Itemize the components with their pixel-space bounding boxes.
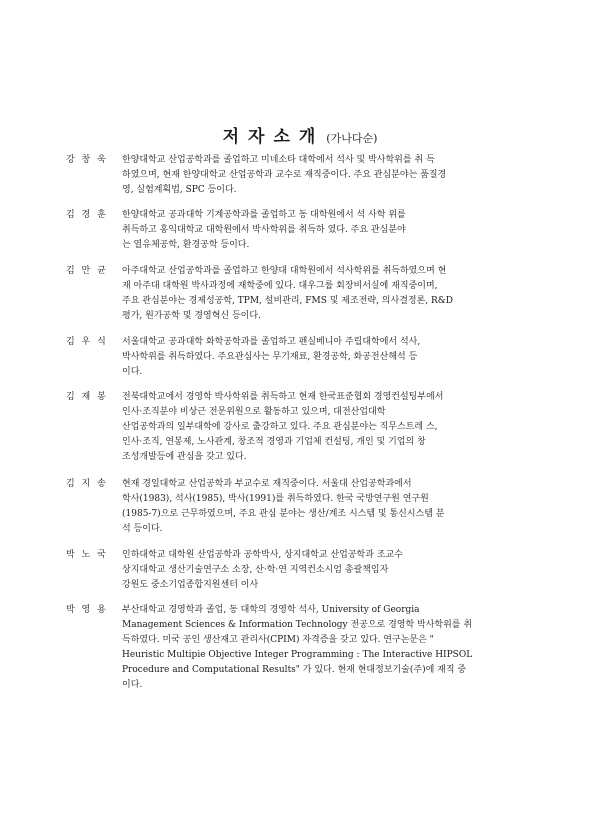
author-name: 김 지 송 [66, 479, 108, 489]
bio-line: 득하였다. 미국 공인 생산재고 관리사(CPIM) 자격증을 갖고 있다. 연구논문은 " [122, 635, 434, 645]
bio-line: 상지대학교 생산기술연구소 소장, 산·학·연 지역컨소시엄 총괄책임자 [122, 565, 389, 575]
bio-line: 아주대학교 산업공학과를 졸업하고 한양대 대학원에서 석사학위를 취득하였으며 현 [122, 266, 447, 276]
bio-line: Heuristic Multipie Objective Integer Programming : The Interactive HIPSOL [122, 650, 473, 660]
bio-line: 박사학위를 취득하였다. 주요관심사는 무기재료, 환경공학, 화공전산해석 등 [122, 352, 418, 362]
bio-line: 한양대학교 공과대학 기계공학과를 졸업하고 동 대학원에서 석 사학 위를 [122, 210, 406, 220]
bio-line: 이다. [122, 367, 143, 377]
author-bio [122, 390, 494, 465]
author-bio [122, 153, 494, 198]
author-name: 강 창 욱 [66, 155, 108, 165]
bio-line: 이다. [122, 680, 143, 690]
bio-line: 산업공학과의 일부대학에 강사로 출강하고 있다. 주요 관심분야는 직무스트레 스, [122, 422, 438, 432]
author-name: 김 경 훈 [66, 210, 108, 220]
bio-line: 는 열유체공학, 환경공학 등이다. [122, 240, 250, 250]
page-title-sub: (가나다순) [326, 132, 378, 145]
author-name: 박 노 국 [66, 550, 108, 560]
author-name: 김 우 식 [66, 337, 108, 347]
author-bio [122, 603, 494, 693]
bio-line: 재 아주대 대학원 박사과정에 재학중에 있다. 대우그룹 회장비서실에 재직중이며, [122, 281, 438, 291]
bio-line: 취득하고 홍익대학교 대학원에서 박사학위를 취득하 였다. 주요 관심분야 [122, 225, 406, 235]
bio-line: 인사·조직, 연봉제, 노사관계, 창조적 경영과 기업체 컨설팅, 개인 및 기업의 창 [122, 437, 426, 447]
bio-line: 평가, 원가공학 및 경영혁신 등이다. [122, 311, 261, 321]
author-name: 박 영 용 [66, 605, 108, 615]
author-name: 김 재 봉 [66, 392, 108, 402]
bio-line: 부산대학교 경영학과 졸업, 동 대학의 경영학 석사, University of Georgia [122, 605, 420, 615]
bio-line: 하였으며, 현재 한양대학교 산업공학과 교수로 재직중이다. 주요 관심분야는 품질경 [122, 170, 447, 180]
bio-line: 조성개발등에 관심을 갖고 있다. [122, 452, 247, 462]
bio-line: 한양대학교 산업공학과를 졸업하고 미네소타 대학에서 석사 및 박사학위를 취 득 [122, 155, 435, 165]
page-title-main: 저자소개 [222, 127, 325, 147]
bio-line: Management Sciences & Information Technology 전공으로 경영학 박사학위를 취 [122, 620, 473, 630]
author-bio [122, 477, 494, 537]
author-bio [122, 548, 494, 593]
bio-line: 영, 실험계획법, SPC 등이다. [122, 185, 237, 195]
author-bio [122, 335, 494, 380]
bio-line: 인사·조직분야 비상근 전문위원으로 활동하고 있으며, 대전산업대학 [122, 407, 386, 417]
bio-line: 석 등이다. [122, 524, 163, 534]
bio-line: Procedure and Computational Results" 가 있다. 현재 현대정보기술(주)에 재직 중 [122, 665, 467, 675]
bio-line: 주요 관심분야는 경제성공학, TPM, 설비관리, FMS 및 제조전략, 의사결정론, R&D [122, 296, 454, 306]
page-title [0, 122, 600, 147]
bio-line: 전북대학교에서 경영학 박사학위를 취득하고 현재 한국표준협회 경영컨설팅부에서 [122, 392, 444, 402]
author-bio [122, 264, 494, 324]
bio-line: (1985-7)으로 근무하였으며, 주요 관심 분야는 생산/계조 시스템 및 통신시스템 분 [122, 509, 445, 519]
bio-line: 현재 경일대학교 산업공학과 부교수로 재직중이다. 서울대 산업공학과에서 [122, 479, 412, 489]
bio-line: 학사(1983), 석사(1985), 박사(1991)를 취득하였다. 한국 국방연구원 연구원 [122, 494, 429, 504]
author-bio [122, 208, 494, 253]
bio-line: 서울대학교 공과대학 화학공학과를 졸업하고 펜실베니아 주립대학에서 석사, [122, 337, 421, 347]
bio-line: 강원도 중소기업종합지원센터 이사 [122, 580, 259, 590]
author-name: 김 만 균 [66, 266, 108, 276]
bio-line: 인하대학교 대학원 산업공학과 공학박사, 상지대학교 산업공학과 조교수 [122, 550, 403, 560]
